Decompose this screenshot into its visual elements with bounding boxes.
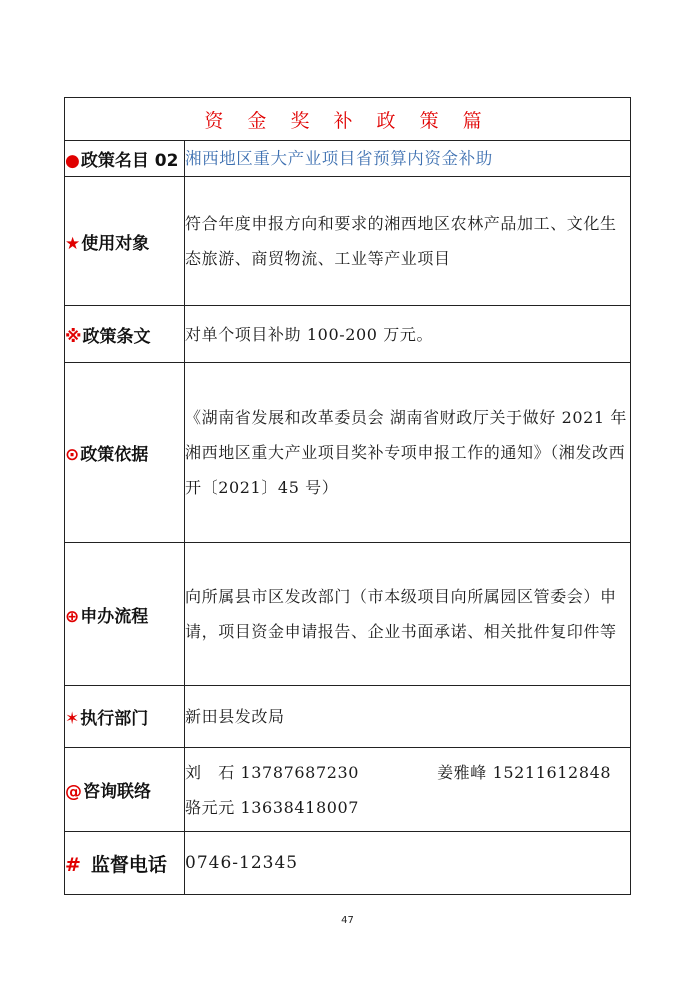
policy-name-row (65, 141, 631, 177)
clause-label: 政策条文 (82, 326, 151, 347)
at-sign-icon: @ (65, 782, 82, 802)
basis-value: 《湖南省发展和改革委员会 湖南省财政厅关于做好 2021 年湘西地区重大产业项目奖补专项申报工作的通知》（湘发改西开〔2021〕45 号） (185, 363, 631, 543)
department-value: 新田县发改局 (185, 686, 631, 748)
supervision-label: 监督电话 (90, 853, 167, 876)
process-value: 向所属县市区发改部门（市本级项目向所属园区管委会）申请，项目资金申请报告、企业书面承诺、相关批件复印件等 (185, 543, 631, 686)
supervision-row (65, 832, 631, 895)
contact-name: 骆元元 (185, 797, 235, 817)
section-title: 资 金 奖 补 政 策 篇 (65, 98, 631, 141)
contact-name: 刘 石 (185, 762, 235, 782)
contact-label-cell (65, 748, 185, 832)
contact-phone: 13787687230 (240, 762, 360, 782)
star-icon: ★ (65, 233, 81, 254)
circled-dot-icon: ⊙ (65, 445, 80, 465)
target-label: 使用对象 (81, 233, 150, 254)
asterisk-icon: ✶ (65, 709, 80, 729)
hash-icon: # (65, 853, 81, 876)
department-label-cell (65, 686, 185, 748)
reference-mark-icon: ※ (65, 326, 82, 347)
contact-line (185, 755, 630, 790)
target-label-cell (65, 177, 185, 306)
contact-value (185, 748, 631, 832)
department-row (65, 686, 631, 748)
basis-label: 政策依据 (80, 445, 149, 465)
department-label: 执行部门 (80, 709, 149, 729)
policy-name-value: 湘西地区重大产业项目省预算内资金补助 (185, 141, 631, 177)
clause-row (65, 306, 631, 363)
process-row (65, 543, 631, 686)
bullet-icon: ● (65, 151, 80, 171)
policy-table (64, 97, 631, 895)
basis-label-cell (65, 363, 185, 543)
page-number: 47 (341, 915, 354, 926)
contact-name: 姜雅峰 (437, 762, 487, 782)
contact-line (185, 790, 630, 825)
title-row (65, 98, 631, 141)
contact-phone: 15211612848 (492, 762, 612, 782)
process-label: 申办流程 (80, 606, 149, 627)
supervision-label-cell (65, 832, 185, 895)
contact-row (65, 748, 631, 832)
contact-label: 咨询联络 (83, 782, 151, 802)
target-row (65, 177, 631, 306)
process-label-cell (65, 543, 185, 686)
basis-row (65, 363, 631, 543)
clause-label-cell (65, 306, 185, 363)
contact-phone: 13638418007 (240, 797, 360, 817)
supervision-phone: 0746-12345 (185, 832, 631, 895)
circled-plus-icon: ⊕ (65, 606, 80, 627)
policy-name-label: 政策名目 02 (80, 151, 179, 171)
clause-value: 对单个项目补助 100-200 万元。 (185, 306, 631, 363)
target-value: 符合年度申报方向和要求的湘西地区农林产品加工、文化生态旅游、商贸物流、工业等产业项目 (185, 177, 631, 306)
policy-name-label-cell (65, 141, 185, 177)
